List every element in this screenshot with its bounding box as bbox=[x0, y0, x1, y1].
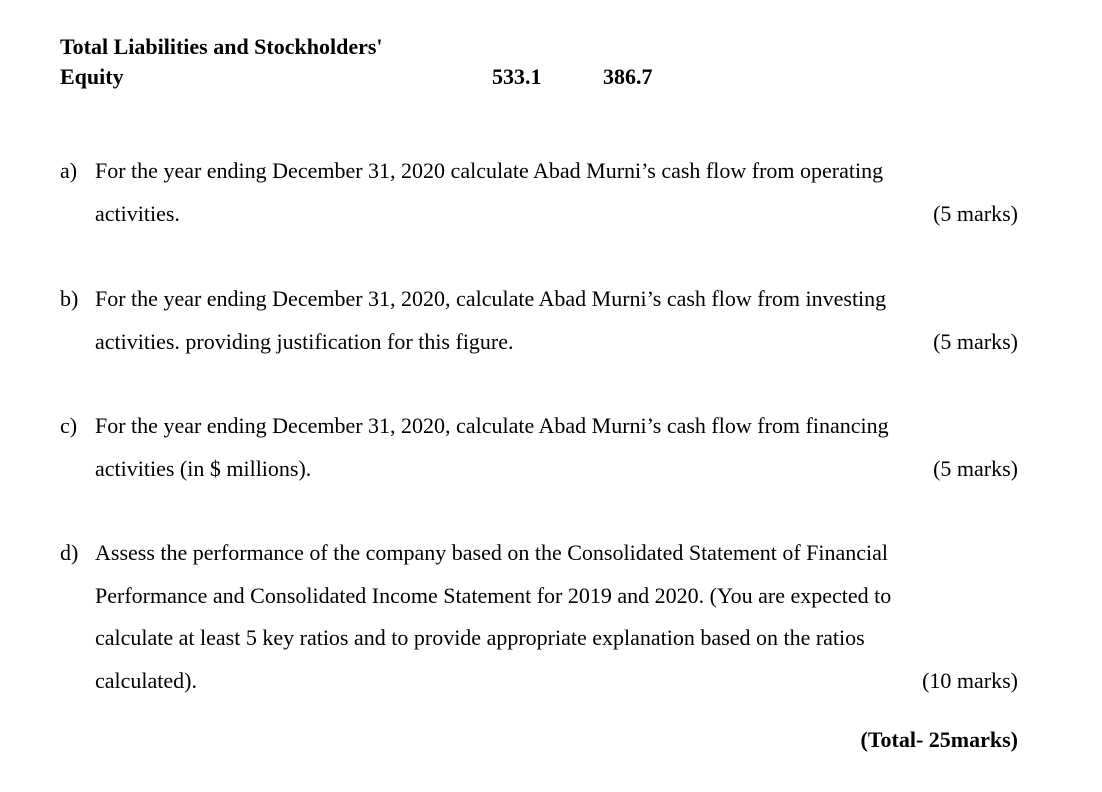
question-d-line-4-text: calculated). bbox=[95, 667, 197, 693]
question-d bbox=[60, 532, 1018, 702]
question-b-marks: (5 marks) bbox=[933, 328, 1018, 354]
question-c-marks: (5 marks) bbox=[933, 455, 1018, 481]
total-liabilities-label-line1: Total Liabilities and Stockholders' bbox=[60, 34, 383, 59]
total-liabilities-equity-row bbox=[60, 32, 700, 92]
question-d-marker: d) bbox=[60, 540, 79, 565]
question-b-line-2 bbox=[95, 321, 1018, 364]
question-b-marker: b) bbox=[60, 286, 79, 311]
question-d-line-1: Assess the performance of the company based on the Consolidated Statement of Financial bbox=[95, 540, 889, 565]
question-c bbox=[60, 405, 1018, 490]
question-a-line-2-text: activities. bbox=[95, 200, 180, 226]
total-liabilities-label-line2: Equity bbox=[60, 64, 124, 89]
question-a-line-1: For the year ending December 31, 2020 calculate Abad Murni’s cash flow from operating bbox=[95, 158, 884, 183]
question-d-line-3: calculate at least 5 key ratios and to provide appropriate explanation based on the ratios bbox=[95, 625, 865, 650]
question-d-line-2: Performance and Consolidated Income Statement for 2019 and 2020. (You are expected to bbox=[95, 582, 892, 608]
question-a bbox=[60, 150, 1018, 235]
question-d-line-4 bbox=[95, 660, 1018, 703]
question-a-line-2 bbox=[95, 193, 1018, 236]
question-c-line-1: For the year ending December 31, 2020, calculate Abad Murni’s cash flow from financing bbox=[95, 413, 889, 438]
question-d-body bbox=[95, 532, 1018, 702]
question-a-body bbox=[95, 150, 1018, 235]
question-a-marker: a) bbox=[60, 158, 78, 183]
question-d-marks: (10 marks) bbox=[922, 667, 1018, 693]
question-b bbox=[60, 278, 1018, 363]
question-b-line-2-text: activities. providing justification for this figure. bbox=[95, 328, 514, 354]
question-b-body bbox=[95, 278, 1018, 363]
question-c-body bbox=[95, 405, 1018, 490]
total-value-2020: 533.1 bbox=[492, 64, 542, 89]
total-value-2019: 386.7 bbox=[603, 64, 653, 89]
question-c-line-2-text: activities (in $ millions). bbox=[95, 455, 312, 481]
question-c-line-2 bbox=[95, 448, 1018, 491]
question-b-line-1: For the year ending December 31, 2020, calculate Abad Murni’s cash flow from investing bbox=[95, 286, 887, 311]
total-marks: (Total- 25marks) bbox=[860, 727, 1018, 752]
question-a-marks: (5 marks) bbox=[933, 200, 1018, 226]
question-c-marker: c) bbox=[60, 413, 78, 438]
